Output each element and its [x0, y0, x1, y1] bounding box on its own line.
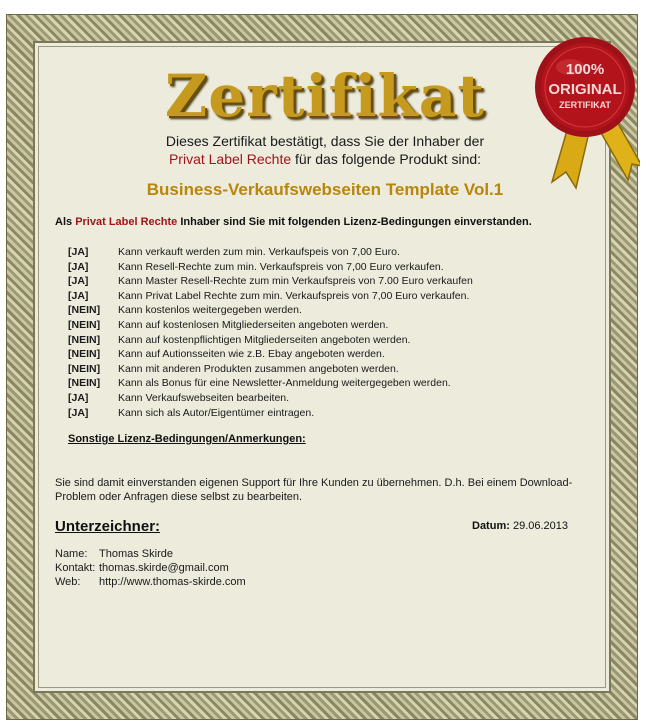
- info-label: Kontakt:: [55, 562, 96, 574]
- license-terms-list: [68, 246, 473, 421]
- term-row: [68, 392, 473, 407]
- term-row: [68, 334, 473, 349]
- other-conditions-heading: Sonstige Lizenz-Bedingungen/Anmerkungen:: [68, 433, 306, 445]
- term-text: Kann Master Resell-Rechte zum min Verkaufspreis von 7.00 Euro verkaufen: [118, 275, 473, 288]
- wax-seal-icon: [530, 32, 640, 192]
- term-row: [68, 261, 473, 276]
- term-text: Kann auf kostenpflichtigen Mitgliederseiten angeboten werden.: [118, 333, 411, 346]
- license-intro: [55, 216, 532, 228]
- term-tag: [NEIN]: [68, 362, 101, 375]
- term-row: [68, 363, 473, 378]
- term-tag: [NEIN]: [68, 333, 101, 346]
- certificate-title: Zertifikat: [164, 62, 486, 130]
- info-value: http://www.thomas-skirde.com: [99, 576, 246, 588]
- term-tag: [NEIN]: [68, 348, 101, 361]
- term-tag: [NEIN]: [68, 304, 101, 317]
- term-row: [68, 246, 473, 261]
- term-tag: [JA]: [68, 406, 89, 419]
- seal-line-3: ZERTIFIKAT: [559, 100, 611, 110]
- info-row-name: [55, 548, 246, 562]
- info-label: Name:: [55, 548, 88, 560]
- info-value: Thomas Skirde: [99, 548, 173, 560]
- subtitle-highlight: Privat Label Rechte: [168, 151, 292, 167]
- subtitle-rest: für das folgende Produkt sind:: [291, 151, 482, 167]
- term-tag: [JA]: [68, 260, 89, 273]
- term-tag: [JA]: [68, 275, 89, 288]
- term-text: Kann auf kostenlosen Mitgliederseiten angeboten werden.: [118, 318, 389, 331]
- term-text: Kann auf Autionsseiten wie z.B. Ebay angeboten werden.: [118, 348, 385, 361]
- term-row: [68, 377, 473, 392]
- date-field: [472, 520, 568, 532]
- info-row-contact: [55, 562, 246, 576]
- signatory-heading: Unterzeichner:: [55, 518, 161, 535]
- term-tag: [JA]: [68, 289, 89, 302]
- intro-suffix: Inhaber sind Sie mit folgenden Lizenz-Bedingungen einverstanden.: [177, 216, 532, 228]
- subtitle-line-1: Dieses Zertifikat bestätigt, dass Sie der Inhaber der: [165, 133, 485, 149]
- term-text: Kann kostenlos weitergegeben werden.: [118, 304, 302, 317]
- term-text: Kann verkauft werden zum min. Verkaufspeis von 7,00 Euro.: [118, 246, 400, 258]
- term-text: Kann mit anderen Produkten zusammen angeboten werden.: [118, 362, 399, 375]
- intro-prefix: Als: [55, 216, 76, 228]
- signatory-info: [55, 548, 246, 590]
- info-row-web: [55, 576, 246, 590]
- info-value: thomas.skirde@gmail.com: [99, 562, 229, 574]
- term-tag: [NEIN]: [68, 318, 101, 331]
- term-row: [68, 319, 473, 334]
- term-row: [68, 348, 473, 363]
- term-row: [68, 304, 473, 319]
- term-tag: [JA]: [68, 391, 89, 404]
- support-paragraph: Sie sind damit einverstanden eigenen Support für Ihre Kunden zu übernehmen. D.h. Bei einem Download-Problem oder Anfragen diese selbst zu bearbeiten.: [55, 477, 573, 503]
- date-value: 29.06.2013: [512, 520, 569, 532]
- info-label: Web:: [55, 576, 81, 588]
- seal-line-2: ORIGINAL: [548, 81, 622, 98]
- term-text: Kann Resell-Rechte zum min. Verkaufspreis von 7,00 Euro verkaufen.: [118, 260, 444, 273]
- term-text: Kann Privat Label Rechte zum min. Verkaufspreis von 7,00 Euro verkaufen.: [118, 289, 470, 302]
- seal-line-1: 100%: [565, 61, 605, 78]
- product-name: Business-Verkaufswebseiten Template Vol.1: [146, 180, 504, 199]
- term-row: [68, 407, 473, 422]
- term-tag: [NEIN]: [68, 377, 101, 390]
- term-text: Kann Verkaufswebseiten bearbeiten.: [118, 391, 290, 404]
- term-text: Kann als Bonus für eine Newsletter-Anmeldung weitergegeben werden.: [118, 377, 451, 390]
- intro-highlight: Privat Label Rechte: [75, 216, 178, 228]
- date-label: Datum:: [472, 520, 510, 532]
- term-row: [68, 275, 473, 290]
- term-tag: [JA]: [68, 246, 89, 258]
- term-text: Kann sich als Autor/Eigentümer eintragen.: [118, 406, 315, 419]
- term-row: [68, 290, 473, 305]
